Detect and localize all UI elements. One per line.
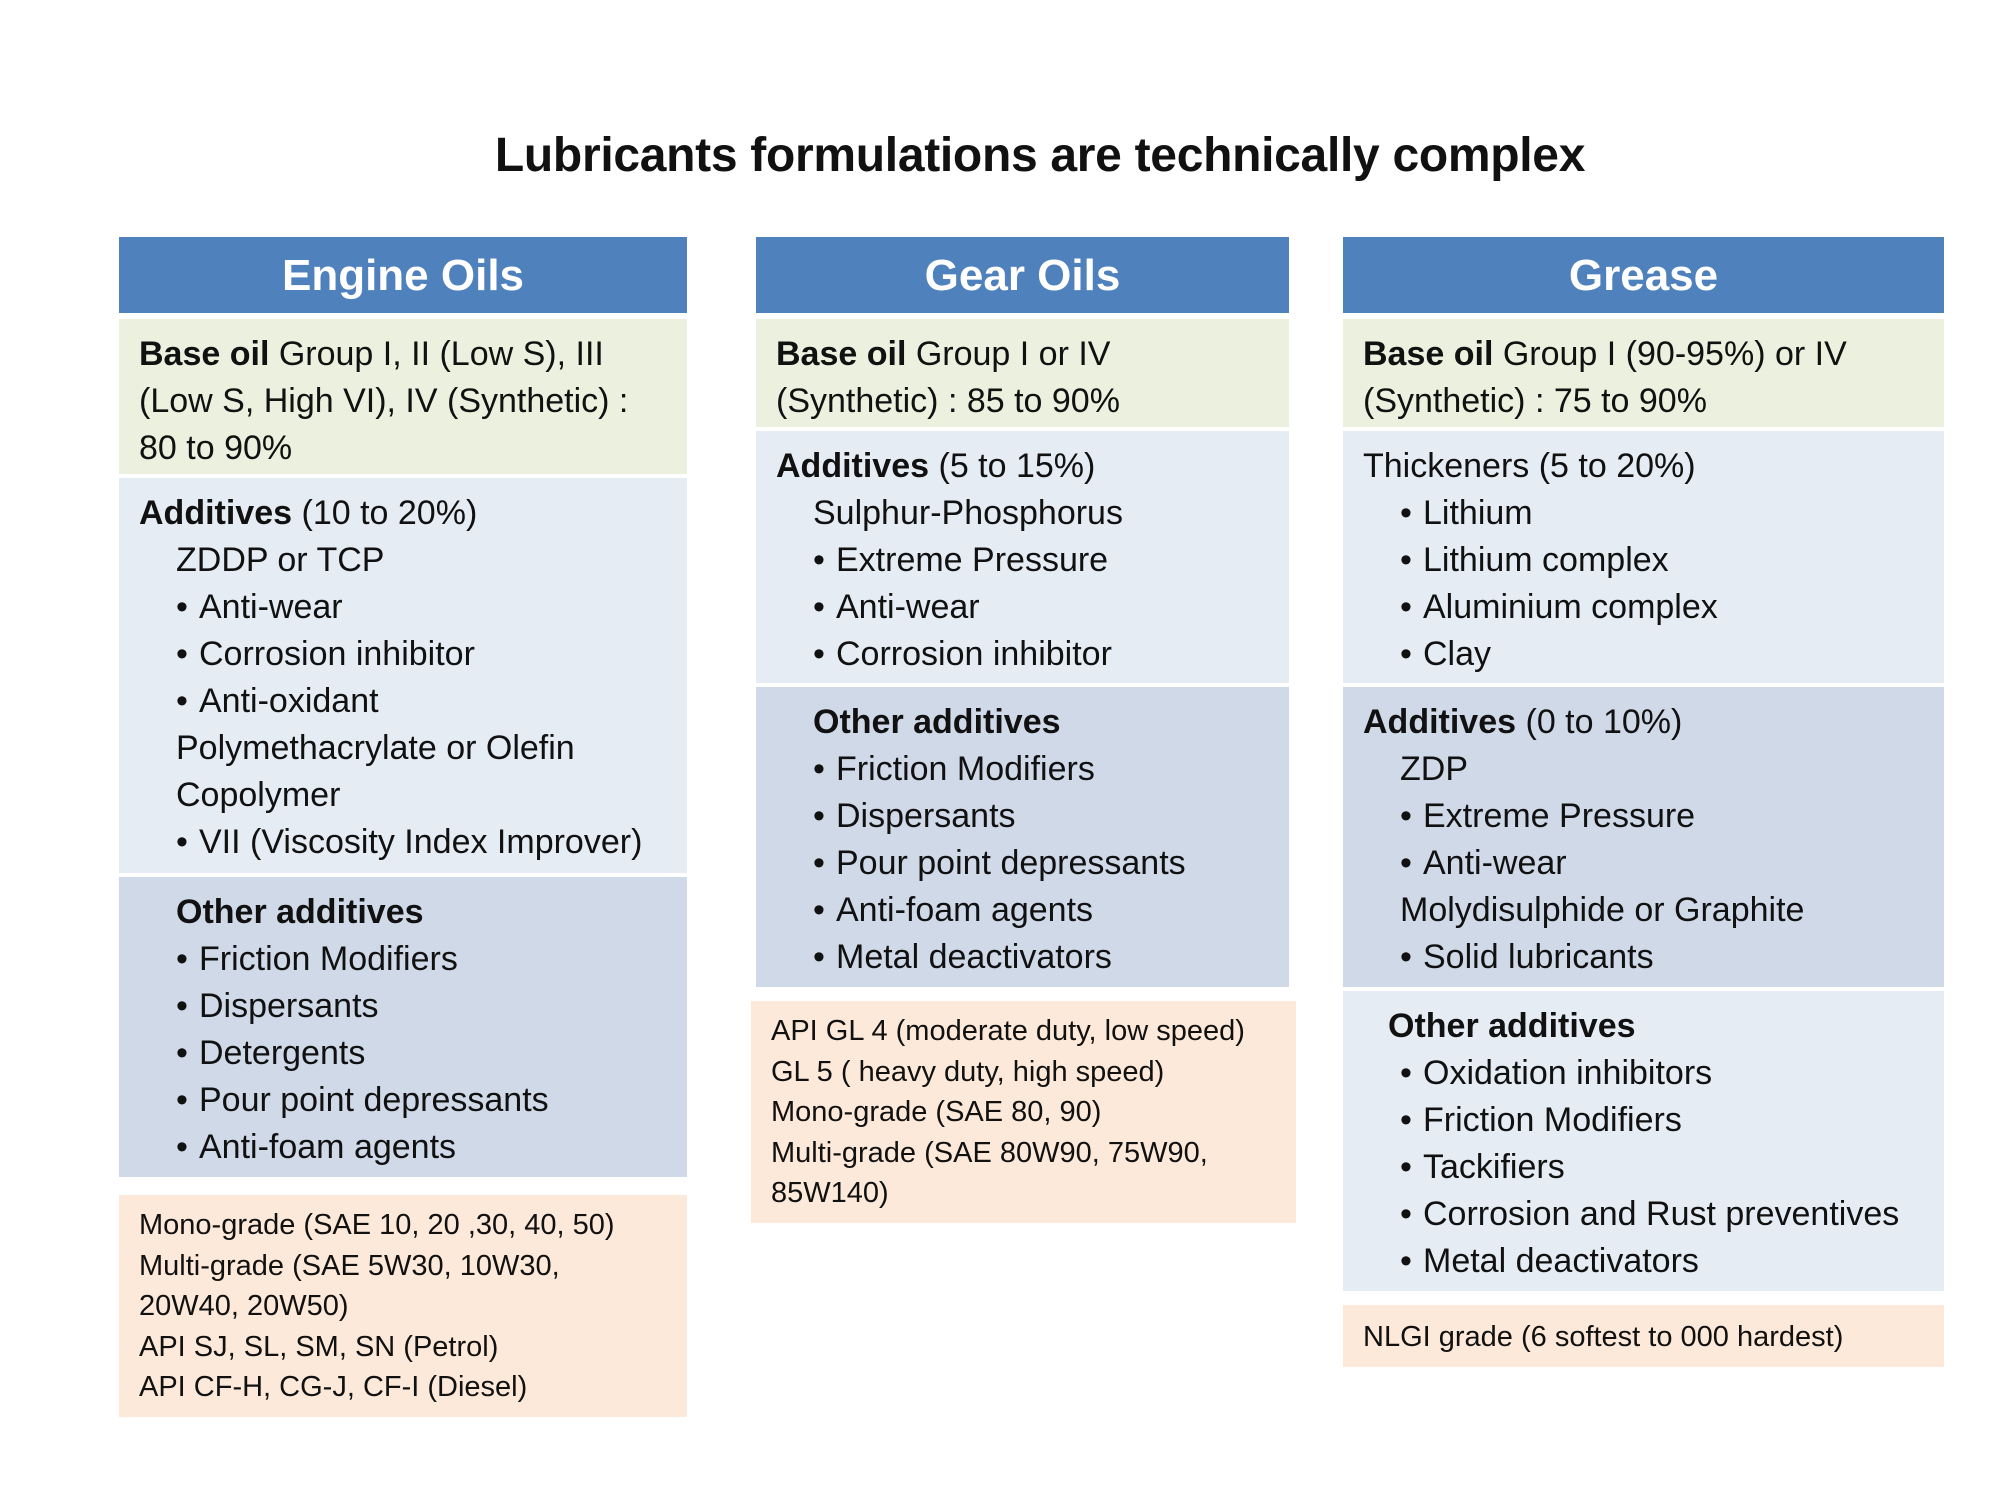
engine-grade-line: Mono-grade (SAE 10, 20 ,30, 40, 50) xyxy=(139,1209,615,1241)
engine-other-additives-block xyxy=(119,877,687,1177)
engine-other-additive-item: • Friction Modifiers xyxy=(176,936,667,983)
gear-additives-pct: (5 to 15%) xyxy=(938,447,1096,485)
grease-grades-block xyxy=(1343,1305,1944,1367)
gear-grade-line: API GL 4 (moderate duty, low speed) xyxy=(771,1015,1245,1047)
engine-additive-subheading: ZDDP or TCP xyxy=(176,541,385,579)
grease-grade-line: NLGI grade (6 softest to 000 hardest) xyxy=(1363,1321,1844,1353)
engine-additives-pct: (10 to 20%) xyxy=(301,494,478,532)
gear-base-oil-text: Group I or IV xyxy=(915,335,1111,373)
engine-additive-item: • Anti-wear xyxy=(176,584,667,631)
engine-additive-item: • Corrosion inhibitor xyxy=(176,631,667,678)
grease-additives-pct: (0 to 10%) xyxy=(1525,703,1683,741)
grease-other-additive-item: • Friction Modifiers xyxy=(1400,1097,1924,1144)
grease-additive-item: • Extreme Pressure xyxy=(1400,793,1924,840)
gear-other-additives-block xyxy=(756,687,1289,987)
gear-base-oil-line xyxy=(776,331,1269,378)
grease-header: Grease xyxy=(1343,237,1944,313)
gear-grade-line: Multi-grade (SAE 80W90, 75W90, xyxy=(771,1136,1208,1169)
engine-base-oil-line xyxy=(139,331,667,378)
grease-column xyxy=(1343,237,1944,1371)
grease-other-additive-item: • Metal deactivators xyxy=(1400,1238,1924,1285)
engine-additive-subheading-2: Polymethacrylate or Olefin xyxy=(176,729,575,767)
grease-base-oil-line-2: (Synthetic) : 75 to 90% xyxy=(1363,382,1707,420)
engine-grade-line: Multi-grade (SAE 5W30, 10W30, xyxy=(139,1249,560,1282)
engine-base-oil-line-3: 80 to 90% xyxy=(139,429,293,467)
engine-other-additive-item: • Pour point depressants xyxy=(176,1077,667,1124)
grease-thickener-item: • Aluminium complex xyxy=(1400,584,1924,631)
grease-thickener-item: • Clay xyxy=(1400,631,1924,678)
page-title: Lubricants formulations are technically complex xyxy=(494,129,1586,182)
grease-other-additives-block xyxy=(1343,991,1944,1291)
gear-grades-block xyxy=(751,1001,1296,1223)
grease-base-oil-line xyxy=(1363,331,1924,378)
gear-other-additive-item: • Friction Modifiers xyxy=(813,746,1269,793)
gear-base-oil-line-2: (Synthetic) : 85 to 90% xyxy=(776,382,1120,420)
engine-other-additive-item: • Anti-foam agents xyxy=(176,1124,667,1171)
engine-grade-line: 20W40, 20W50) xyxy=(139,1290,349,1322)
gear-additive-item: • Anti-wear xyxy=(813,584,1269,631)
gear-grade-line: GL 5 ( heavy duty, high speed) xyxy=(771,1055,1165,1088)
engine-oils-column xyxy=(119,237,687,1421)
engine-other-additive-item: • Detergents xyxy=(176,1030,667,1077)
grease-additive-item: • Solid lubricants xyxy=(1400,934,1924,981)
gear-additives-heading xyxy=(776,443,1269,490)
grease-other-additive-item: • Tackifiers xyxy=(1400,1144,1924,1191)
grease-thickener-item: • Lithium xyxy=(1400,490,1924,537)
engine-additive-item: • Anti-oxidant xyxy=(176,678,667,725)
gear-oils-header: Gear Oils xyxy=(756,237,1289,313)
engine-additive-item: • VII (Viscosity Index Improver) xyxy=(176,819,667,866)
grease-additives-label: Additives xyxy=(1363,703,1517,741)
grease-other-additives-heading: Other additives xyxy=(1388,1007,1636,1045)
grease-other-additive-item: • Oxidation inhibitors xyxy=(1400,1050,1924,1097)
grease-additive-item: • Anti-wear xyxy=(1400,840,1924,887)
engine-base-oil-text: Group I, II (Low S), III xyxy=(278,335,604,373)
gear-grade-line: Mono-grade (SAE 80, 90) xyxy=(771,1096,1102,1128)
grease-base-oil-text: Group I (90-95%) or IV xyxy=(1502,335,1847,373)
engine-base-oil-block xyxy=(119,319,687,474)
engine-other-additive-item: • Dispersants xyxy=(176,983,667,1030)
gear-additive-subheading: Sulphur-Phosphorus xyxy=(813,494,1123,532)
grease-thickeners-block xyxy=(1343,431,1944,683)
engine-other-additives-heading: Other additives xyxy=(176,893,424,931)
gear-other-additive-item: • Pour point depressants xyxy=(813,840,1269,887)
gear-other-additive-item: • Dispersants xyxy=(813,793,1269,840)
grease-additive-subheading: ZDP xyxy=(1400,750,1468,788)
gear-oils-column xyxy=(756,237,1289,1227)
engine-base-oil-line-2: (Low S, High VI), IV (Synthetic) : xyxy=(139,382,629,420)
gear-additives-label: Additives xyxy=(776,447,930,485)
engine-additives-heading xyxy=(139,490,667,537)
grease-additives-heading xyxy=(1363,699,1924,746)
gear-grade-line: 85W140) xyxy=(771,1177,889,1209)
engine-grade-line: API SJ, SL, SM, SN (Petrol) xyxy=(139,1330,499,1363)
engine-additive-subheading-2-cont: Copolymer xyxy=(176,776,341,814)
gear-base-oil-label: Base oil xyxy=(776,335,907,373)
gear-additive-item: • Extreme Pressure xyxy=(813,537,1269,584)
grease-thickeners-heading: Thickeners (5 to 20%) xyxy=(1363,447,1696,485)
engine-oils-header: Engine Oils xyxy=(119,237,687,313)
gear-additives-block xyxy=(756,431,1289,683)
grease-base-oil-label: Base oil xyxy=(1363,335,1494,373)
engine-additives-label: Additives xyxy=(139,494,293,532)
gear-other-additive-item: • Metal deactivators xyxy=(813,934,1269,981)
grease-base-oil-block xyxy=(1343,319,1944,427)
grease-additives-block xyxy=(1343,687,1944,987)
engine-grades-block xyxy=(119,1195,687,1417)
gear-additive-item: • Corrosion inhibitor xyxy=(813,631,1269,678)
gear-other-additives-heading: Other additives xyxy=(813,703,1061,741)
engine-grade-line: API CF-H, CG-J, CF-I (Diesel) xyxy=(139,1371,528,1403)
engine-base-oil-label: Base oil xyxy=(139,335,270,373)
engine-additives-block xyxy=(119,478,687,873)
grease-additive-subheading-2: Molydisulphide or Graphite xyxy=(1400,891,1805,929)
gear-base-oil-block xyxy=(756,319,1289,427)
grease-thickener-item: • Lithium complex xyxy=(1400,537,1924,584)
gear-other-additive-item: • Anti-foam agents xyxy=(813,887,1269,934)
grease-other-additive-item: • Corrosion and Rust preventives xyxy=(1400,1191,1924,1238)
